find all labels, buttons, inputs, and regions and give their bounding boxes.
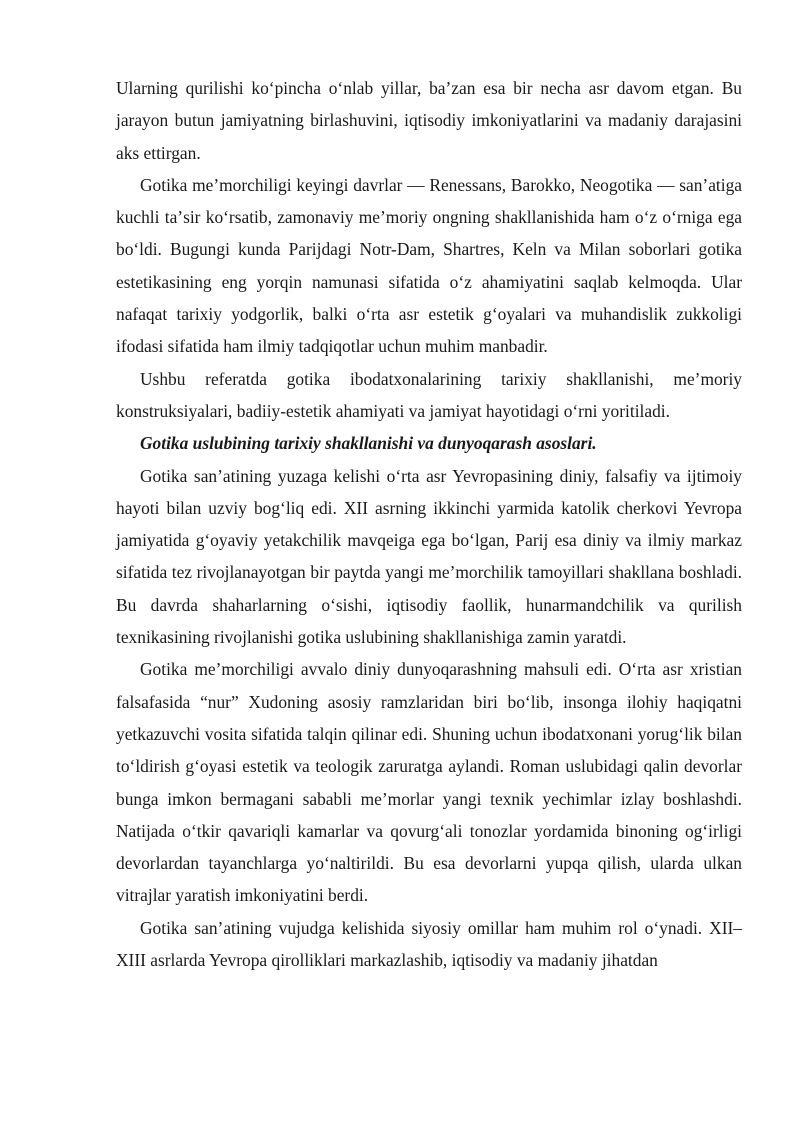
section-heading: Gotika uslubining tarixiy shakllanishi va dunyoqarash asoslari. [140, 433, 597, 454]
paragraph-origins: Gotika sanʼatining yuzaga kelishi oʻrta asr Yevropasining diniy, falsafiy va ijtimoiy hayoti bilan uzviy bogʻliq edi. XII asrning ikkinchi yarmida katolik cherkovi Yevropa jamiyatida gʻoyaviy yetakchilik mavqeiga ega boʻlgan, Parij esa diniy va ilmiy markaz sifatida tez rivojlanayotgan bir paytda yangi meʼmorchilik tamoyillari shakllana boshladi. Bu davrda shaharlarning oʻsishi, iqtisodiy faollik, hunarmandchilik va qurilish texnikasining rivojlanishi gotika uslubining shakllanishiga zamin yaratdi. [116, 465, 742, 648]
document-page [116, 72, 742, 976]
paragraph-referat-scope: Ushbu referatda gotika ibodatxonalarining tarixiy shakllanishi, meʼmoriy konstruksiyalari, badiiy-estetik ahamiyati va jamiyat hayotidagi oʻrni yoritiladi. [116, 368, 742, 421]
paragraph-continuation: Ularning qurilishi koʻpincha oʻnlab yillar, baʼzan esa bir necha asr davom etgan. Bu jarayon butun jamiyatning birlashuvini, iqtisodiy imkoniyatlarini va madaniy darajasini aks ettirgan. [116, 78, 742, 163]
paragraph-religious-worldview: Gotika meʼmorchiligi avvalo diniy dunyoqarashning mahsuli edi. Oʻrta asr xristian falsafasida “nur” Xudoning asosiy ramzlaridan biri boʻlib, insonga ilohiy haqiqatni yetkazuvchi vosita sifatida talqin qilinar edi. Shuning uchun ibodatxonani yorugʻlik bilan toʻldirish gʻoyasi estetik va teologik zaruratga aylandi. Roman uslubidagi qalin devorlar bunga imkon bermagani sababli meʼmorlar yangi texnik yechimlar izlay boshlashdi. Natijada oʻtkir qavariqli kamarlar va qovurgʻali tonozlar yordamida binoning ogʻirligi devorlardan tayanchlarga yoʻnaltirildi. Bu esa devorlarni yupqa qilish, ularda ulkan vitrajlar yaratish imkoniyatini berdi. [116, 659, 742, 906]
paragraph-gothic-influence: Gotika meʼmorchiligi keyingi davrlar — Renessans, Barokko, Neogotika — sanʼatiga kuchli taʼsir koʻrsatib, zamonaviy meʼmoriy ongning shakllanishida ham oʻz oʻrniga ega boʻldi. Bugungi kunda Parijdagi Notr-Dam, Shartres, Keln va Milan soborlari gotika estetikasining eng yorqin namunasi sifatida oʻz ahamiyatini saqlab kelmoqda. Ular nafaqat tarixiy yodgorlik, balki oʻrta asr estetik gʻoyalari va muhandislik zukkoligi ifodasi sifatida ham ilmiy tadqiqotlar uchun muhim manbadir. [116, 174, 742, 357]
paragraph-political-factors: Gotika sanʼatining vujudga kelishida siyosiy omillar ham muhim rol oʻynadi. XII–XIII asrlarda Yevropa qirolliklari markazlashib, iqtisodiy va madaniy jihatdan [116, 917, 742, 971]
